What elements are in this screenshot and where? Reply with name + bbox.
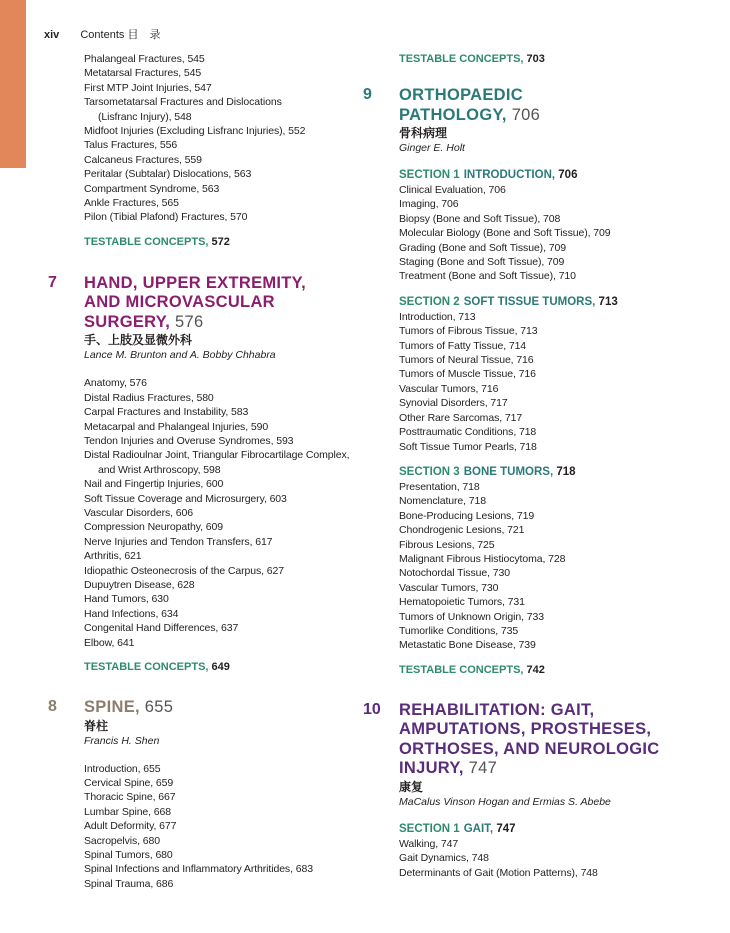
chapter-author: Lance M. Brunton and A. Bobby Chhabra [84,349,276,362]
toc-entry[interactable]: Gait Dynamics, 748 [399,852,489,865]
chapter-title[interactable]: REHABILITATION: GAIT, AMPUTATIONS, PROSTHESES, ORTHOSES, AND NEUROLOGIC INJURY, 747 [399,700,660,778]
testable-concepts-link[interactable]: TESTABLE CONCEPTS, 703 [399,53,545,65]
toc-entry[interactable]: Tumors of Fatty Tissue, 714 [399,339,527,352]
toc-entry[interactable]: Chondrogenic Lesions, 721 [399,524,525,537]
toc-entry[interactable]: Staging (Bone and Soft Tissue), 709 [399,256,565,269]
entry-list [84,376,350,650]
toc-entry[interactable]: Distal Radioulnar Joint, Triangular Fibrocartilage Complex, [84,449,350,462]
toc-entry[interactable]: Cervical Spine, 659 [84,777,174,789]
page-header [44,26,160,42]
toc-entry[interactable]: Hematopoietic Tumors, 731 [399,596,525,609]
chapter-number: 10 [363,700,381,718]
page-number: xiv [44,29,60,41]
toc-entry[interactable]: Midfoot Injuries (Excluding Lisfranc Injuries), 552 [84,125,306,138]
chapter-title[interactable]: SPINE, 655 [84,698,174,717]
toc-entry[interactable]: Malignant Fibrous Histiocytoma, 728 [399,552,566,565]
toc-entry[interactable]: Congenital Hand Differences, 637 [84,622,239,635]
toc-entry[interactable]: Adult Deformity, 677 [84,820,177,833]
toc-entry[interactable]: Hand Tumors, 630 [84,593,169,606]
testable-concepts-link[interactable]: TESTABLE CONCEPTS, 649 [84,661,230,674]
toc-entry[interactable]: Phalangeal Fractures, 545 [84,53,205,65]
toc-entry[interactable]: Talus Fractures, 556 [84,139,178,152]
toc-entry[interactable]: Spinal Infections and Inflammatory Arthritides, 683 [84,863,313,876]
toc-entry[interactable]: Fibrous Lesions, 725 [399,538,495,551]
entry-list [399,310,699,454]
toc-entry[interactable]: Biopsy (Bone and Soft Tissue), 708 [399,212,561,225]
chapter-title[interactable]: HAND, UPPER EXTREMITY, AND MICROVASCULAR SURGERY, 576 [84,273,307,331]
toc-entry[interactable]: Soft Tissue Tumor Pearls, 718 [399,440,537,453]
toc-entry[interactable]: Arthritis, 621 [84,550,142,563]
toc-entry[interactable]: Thoracic Spine, 667 [84,791,176,804]
toc-entry[interactable]: Grading (Bone and Soft Tissue), 709 [399,241,566,254]
toc-entry[interactable]: Molecular Biology (Bone and Soft Tissue), 709 [399,227,611,240]
toc-entry[interactable]: Treatment (Bone and Soft Tissue), 710 [399,270,576,283]
toc-entry[interactable]: Spinal Tumors, 680 [84,849,173,862]
toc-entry[interactable]: Synovial Disorders, 717 [399,397,508,410]
toc-entry[interactable]: Ankle Fractures, 565 [84,197,179,210]
right-column [363,52,699,880]
toc-entry[interactable]: Bone-Producing Lesions, 719 [399,509,535,522]
toc-entry[interactable]: Tumors of Fibrous Tissue, 713 [399,325,538,338]
chapter-number: 8 [48,698,57,716]
chapter-9 [363,86,699,677]
chapter-author: Francis H. Shen [84,734,160,747]
entry-list [399,183,699,284]
chapter-title[interactable]: ORTHOPAEDIC PATHOLOGY, 706 [399,86,541,124]
toc-entry[interactable]: Tendon Injuries and Overuse Syndromes, 593 [84,435,294,447]
toc-entry[interactable]: Nail and Fingertip Injuries, 600 [84,478,224,491]
toc-entry[interactable]: Introduction, 713 [399,310,476,323]
toc-entry[interactable]: Carpal Fractures and Instability, 583 [84,406,249,419]
toc-entry[interactable]: Elbow, 641 [84,636,135,649]
toc-entry[interactable]: Clinical Evaluation, 706 [399,184,506,196]
toc-entry[interactable]: Walking, 747 [399,837,459,850]
testable-concepts-link[interactable]: TESTABLE CONCEPTS, 572 [84,235,230,248]
chapter-title-chinese: 骨科病理 [399,126,448,140]
chapter-7 [48,273,350,674]
toc-entry[interactable]: Compression Neuropathy, 609 [84,521,223,534]
entry-list [399,837,699,880]
toc-entry[interactable]: Dupuytren Disease, 628 [84,579,195,592]
toc-entry[interactable]: Soft Tissue Coverage and Microsurgery, 603 [84,492,287,505]
toc-entry[interactable]: Hand Infections, 634 [84,607,179,620]
toc-entry[interactable]: Tumors of Neural Tissue, 716 [399,354,534,367]
toc-entry[interactable]: and Wrist Arthroscopy, 598 [98,463,221,476]
toc-entry[interactable]: Presentation, 718 [399,480,480,493]
toc-entry[interactable]: Peritalar (Subtalar) Dislocations, 563 [84,168,252,181]
toc-entry[interactable]: Pilon (Tibial Plafond) Fractures, 570 [84,211,248,224]
testable-concepts-link[interactable]: TESTABLE CONCEPTS, 742 [399,663,545,676]
toc-entry[interactable]: Tumorlike Conditions, 735 [399,624,519,637]
section-heading[interactable]: SECTION 2 SOFT TISSUE TUMORS, 713 [399,295,618,308]
toc-entry[interactable]: Idiopathic Osteonecrosis of the Carpus, 627 [84,564,284,577]
toc-entry[interactable]: Sacropelvis, 680 [84,834,161,847]
toc-entry[interactable]: Tumors of Muscle Tissue, 716 [399,368,536,381]
toc-entry[interactable]: Introduction, 655 [84,762,161,775]
toc-entry[interactable]: Spinal Trauma, 686 [84,877,174,890]
toc-entry[interactable]: Tumors of Unknown Origin, 733 [399,610,544,623]
toc-entry[interactable]: Other Rare Sarcomas, 717 [399,411,523,424]
chapter-tab-marker [0,0,26,168]
running-head: Contents 目 录 [80,29,161,41]
toc-entry[interactable]: Anatomy, 576 [84,377,147,390]
section-heading[interactable]: SECTION 3 BONE TUMORS, 718 [399,465,576,478]
toc-entry[interactable]: Compartment Syndrome, 563 [84,182,220,195]
section-heading[interactable]: SECTION 1 GAIT, 747 [399,822,516,835]
toc-entry[interactable]: Nomenclature, 718 [399,495,487,508]
toc-entry[interactable]: Metastatic Bone Disease, 739 [399,639,536,652]
toc-entry[interactable]: Determinants of Gait (Motion Patterns), 748 [399,866,598,879]
toc-entry[interactable]: Imaging, 706 [399,198,459,211]
toc-entry[interactable]: Calcaneus Fractures, 559 [84,153,202,166]
toc-entry[interactable]: Notochordal Tissue, 730 [399,567,510,580]
left-column [48,52,350,891]
entry-list [84,52,346,225]
section-heading[interactable]: SECTION 1 INTRODUCTION, 706 [399,169,578,181]
chapter-8 [48,698,346,891]
toc-entry[interactable]: Metacarpal and Phalangeal Injuries, 590 [84,420,269,433]
chapter-author: Ginger E. Holt [399,142,465,154]
toc-entry[interactable]: Vascular Tumors, 730 [399,581,499,594]
chapter-author: MaCalus Vinson Hogan and Ermias S. Abebe [399,795,611,808]
chapter-title-chinese: 康复 [399,779,424,794]
toc-entry[interactable]: Tarsometatarsal Fractures and Dislocations [84,96,282,109]
chapter-10 [363,700,699,880]
toc-entry[interactable]: First MTP Joint Injuries, 547 [84,81,212,94]
toc-entry[interactable]: Nerve Injuries and Tendon Transfers, 617 [84,535,273,548]
toc-entry[interactable]: Distal Radius Fractures, 580 [84,391,214,404]
entry-list [399,480,699,653]
entry-list [84,762,346,892]
chapter-title-chinese: 脊柱 [84,718,109,733]
toc-entry[interactable]: Vascular Disorders, 606 [84,507,193,520]
chapter-title-chinese: 手、上肢及显微外科 [84,333,193,348]
toc-entry[interactable]: Posttraumatic Conditions, 718 [399,426,537,439]
toc-entry[interactable]: Vascular Tumors, 716 [399,382,499,395]
chapter-number: 7 [48,273,57,291]
toc-entry[interactable]: Metatarsal Fractures, 545 [84,67,202,80]
toc-entry[interactable]: (Lisfranc Injury), 548 [98,110,192,123]
toc-entry[interactable]: Lumbar Spine, 668 [84,805,172,818]
chapter-number: 9 [363,86,372,103]
